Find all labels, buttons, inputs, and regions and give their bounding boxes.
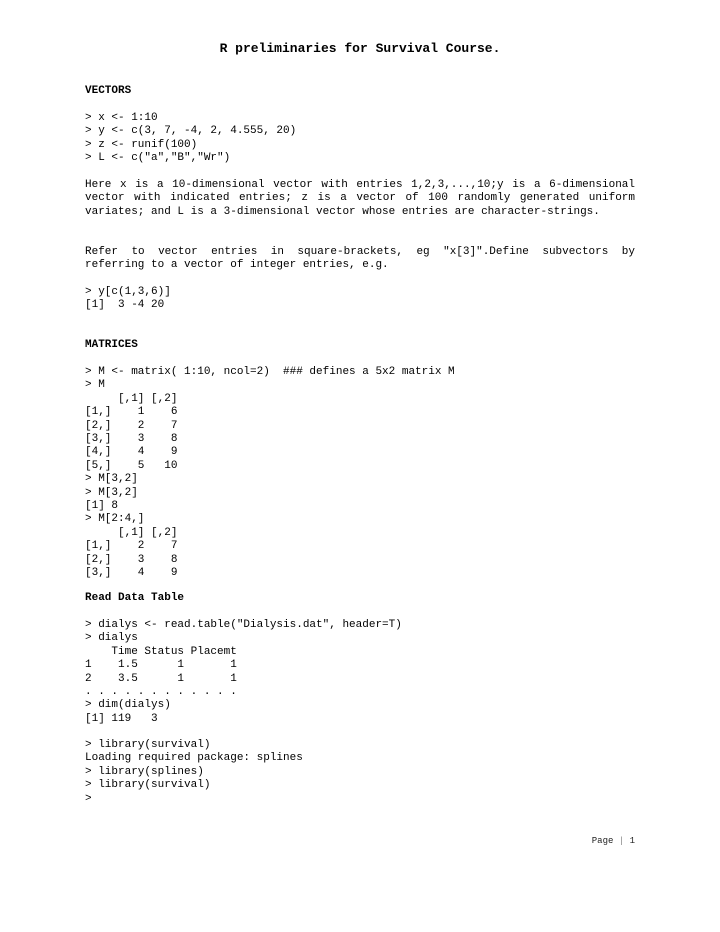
library-code-block: > library(survival) Loading required package: splines > library(splines) > library(survival) >	[85, 739, 303, 805]
vectors-subvector-note: Refer to vector entries in square-brackets, eg "x[3]".Define subvectors by referring to a vector of integer entries, e.g.	[85, 246, 635, 272]
page-number: 1	[629, 836, 635, 846]
read-data-heading: Read Data Table	[85, 592, 185, 604]
vectors-code-block: > x <- 1:10 > y <- c(3, 7, -4, 2, 4.555, 20) > z <- runif(100) > L <- c("a","B","Wr")	[85, 112, 297, 165]
read-data-code-block: > dialys <- read.table("Dialysis.dat", header=T) > dialys Time Status Placemt 1 1.5 1 1 2 3.5 1 1 . . . . . . . . . . . . > dim(dialys) [1] 119 3	[85, 619, 402, 725]
vectors-description: Here x is a 10-dimensional vector with entries 1,2,3,...,10;y is a 6-dimensional vector with indicated entries; z is a vector of 100 randomly generated uniform variates; and L is a 3-dimensional vector whose entries are character-strings.	[85, 179, 635, 218]
matrices-heading: MATRICES	[85, 339, 138, 351]
page-label: Page	[591, 836, 614, 846]
document-title: R preliminaries for Survival Course.	[219, 41, 501, 56]
page-footer	[592, 836, 635, 847]
footer-separator: |	[618, 836, 625, 846]
vectors-heading: VECTORS	[85, 85, 132, 97]
subvector-code-block: > y[c(1,3,6)] [1] 3 -4 20	[85, 286, 171, 312]
matrices-code-block: > M <- matrix( 1:10, ncol=2) ### defines a 5x2 matrix M > M [,1] [,2] [1,] 1 6 [2,] 2 7 [3,] 3 8 [4,] 4 9 [5,] 5 10 > M[3,2] > M[3,2] [1] 8 > M[2:4,] [,1] [,2] [1,] 2 7 [2,] 3 8 [3,] 4 9	[85, 366, 455, 580]
